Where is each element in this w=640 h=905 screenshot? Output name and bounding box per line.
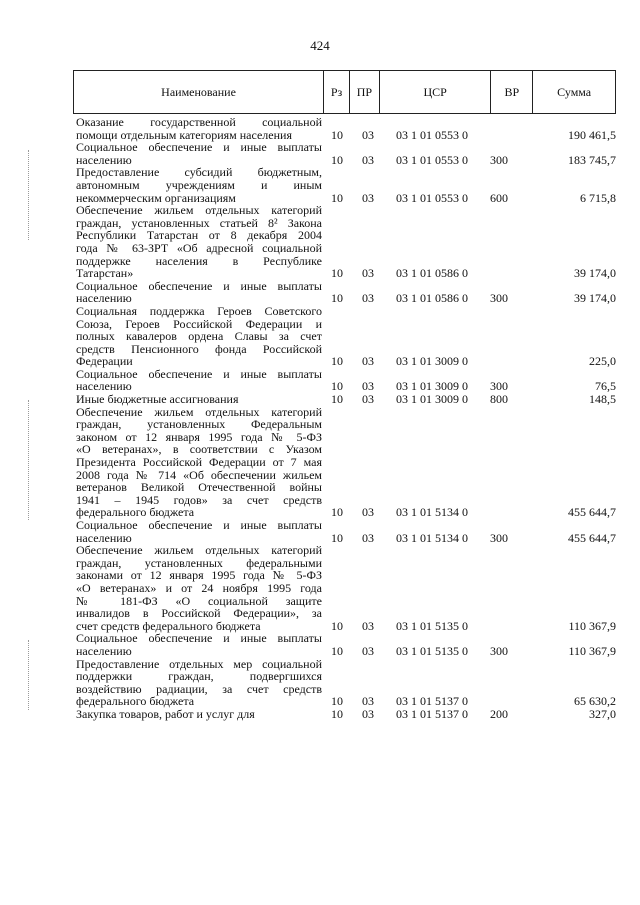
row-sum: 225,0: [589, 354, 616, 369]
table-row: [76, 519, 616, 544]
row-csr: 03 1 01 3009 0: [396, 379, 468, 394]
row-rz: 10: [331, 291, 343, 306]
row-name-line: Федерации: [76, 354, 133, 369]
table-body: [76, 116, 616, 721]
row-name: [76, 406, 322, 519]
row-pr: 03: [362, 127, 374, 142]
table-row: [76, 305, 616, 368]
row-name-line: ветеранов Великой Отечественной войны: [76, 480, 322, 495]
table-row: [76, 280, 616, 305]
row-pr: 03: [362, 505, 374, 520]
row-name: [76, 141, 322, 166]
row-csr: 03 1 01 5135 0: [396, 618, 468, 633]
row-sum: 76,5: [595, 379, 616, 394]
margin-dotted-line-middle: [28, 400, 30, 520]
row-name-line: «О ветеранах», в соответствии с Указом: [76, 442, 322, 457]
table-row: [76, 141, 616, 166]
row-name-line: Социальное обеспечение и иные выплаты: [76, 278, 322, 293]
row-name-line: года № 63-ЗРТ «Об адресной социальной: [76, 240, 322, 255]
table-row: [76, 166, 616, 204]
row-name-line: воздействию радиации, за счет средств: [76, 681, 322, 696]
row-name: [76, 166, 322, 204]
header-rz: Рз: [324, 71, 350, 113]
row-sum: 39 174,0: [574, 266, 616, 281]
row-name: [76, 708, 322, 721]
row-name-line: автономным учреждениям и иным: [76, 177, 322, 192]
row-pr: 03: [362, 354, 374, 369]
row-name-line: населению: [76, 291, 132, 306]
row-rz: 10: [331, 643, 343, 658]
row-sum: 39 174,0: [574, 291, 616, 306]
row-sum: 190 461,5: [568, 127, 616, 142]
header-pr: ПР: [350, 71, 380, 113]
row-pr: 03: [362, 291, 374, 306]
row-rz: 10: [331, 379, 343, 394]
row-name-line: Закупка товаров, работ и услуг для: [76, 706, 255, 721]
row-vr: 300: [490, 643, 508, 658]
table-header: [73, 70, 616, 114]
table-row: [76, 368, 616, 393]
row-sum: 148,5: [589, 392, 616, 407]
row-name-line: федерального бюджета: [76, 694, 195, 709]
row-pr: 03: [362, 266, 374, 281]
row-name-line: «О ветеранах» и от 24 ноября 1995 года: [76, 580, 322, 595]
table-row: [76, 204, 616, 280]
row-pr: 03: [362, 190, 374, 205]
margin-dotted-line-upper: [28, 150, 30, 240]
row-csr: 03 1 01 3009 0: [396, 392, 468, 407]
row-name-line: средств Пенсионного фонда Российской: [76, 341, 322, 356]
row-vr: 800: [490, 392, 508, 407]
row-name-line: населению: [76, 530, 132, 545]
row-name-line: населению: [76, 643, 132, 658]
row-name-line: поддержки граждан, подвергшихся: [76, 669, 322, 684]
row-csr: 03 1 01 5135 0: [396, 643, 468, 658]
table-row: [76, 632, 616, 657]
row-name-line: № 181-ФЗ «О социальной защите: [76, 593, 322, 608]
header-csr: ЦСР: [380, 71, 492, 113]
row-name-line: Обеспечение жильем отдельных категорий: [76, 543, 322, 558]
row-pr: 03: [362, 643, 374, 658]
row-name: [76, 305, 322, 368]
row-name-line: Обеспечение жильем отдельных категорий: [76, 404, 322, 419]
table-row: [76, 116, 616, 141]
row-name-line: законом от 12 января 1995 года № 5-ФЗ: [76, 429, 322, 444]
row-csr: 03 1 01 0586 0: [396, 291, 468, 306]
row-name-line: Социальная поддержка Героев Советского: [76, 303, 322, 318]
row-pr: 03: [362, 379, 374, 394]
row-name-line: Оказание государственной социальной: [76, 115, 322, 129]
row-name: [76, 280, 322, 305]
row-vr: 300: [490, 530, 508, 545]
row-vr: 300: [490, 152, 508, 167]
row-name-line: граждан, установленных федеральными: [76, 555, 322, 570]
row-rz: 10: [331, 530, 343, 545]
row-sum: 455 644,7: [568, 530, 616, 545]
row-csr: 03 1 01 3009 0: [396, 354, 468, 369]
row-rz: 10: [331, 706, 343, 721]
table-row: [76, 544, 616, 632]
row-name: [76, 116, 322, 141]
table-row: [76, 406, 616, 519]
row-rz: 10: [331, 505, 343, 520]
row-pr: 03: [362, 706, 374, 721]
row-pr: 03: [362, 694, 374, 709]
row-name-line: Обеспечение жильем отдельных категорий: [76, 203, 322, 218]
row-name: [76, 368, 322, 393]
row-rz: 10: [331, 694, 343, 709]
header-name: Наименование: [74, 71, 324, 113]
row-rz: 10: [331, 392, 343, 407]
row-rz: 10: [331, 266, 343, 281]
row-name-line: населению: [76, 152, 132, 167]
row-name-line: Татарстан»: [76, 266, 134, 281]
row-name-line: законами от 12 января 1995 года № 5-ФЗ: [76, 568, 322, 583]
row-rz: 10: [331, 190, 343, 205]
table-row: [76, 708, 616, 721]
row-name-line: инвалидов в Российской Федерации», за: [76, 606, 322, 621]
row-name-line: Предоставление отдельных мер социальной: [76, 656, 322, 671]
row-name-line: Социальное обеспечение и иные выплаты: [76, 518, 322, 532]
row-name-line: Предоставление субсидий бюджетным,: [76, 165, 322, 180]
row-name-line: Президента Российской Федерации от 7 мая: [76, 455, 322, 470]
header-sum: Сумма: [557, 84, 592, 99]
row-csr: 03 1 01 0553 0: [396, 127, 468, 142]
row-name-line: счет средств федерального бюджета: [76, 618, 261, 633]
row-name-line: населению: [76, 379, 132, 394]
row-pr: 03: [362, 152, 374, 167]
row-sum: 65 630,2: [574, 694, 616, 709]
row-csr: 03 1 01 5137 0: [396, 706, 468, 721]
row-name-line: Социальное обеспечение и иные выплаты: [76, 140, 322, 155]
row-name: [76, 519, 322, 544]
table-row: [76, 658, 616, 708]
row-rz: 10: [331, 152, 343, 167]
row-name-line: Республики Татарстан от 8 декабря 2004: [76, 228, 322, 243]
header-vr: ВР: [491, 71, 533, 113]
row-csr: 03 1 01 0553 0: [396, 190, 468, 205]
row-name-line: граждан, установленных Федеральным: [76, 417, 322, 432]
row-csr: 03 1 01 0553 0: [396, 152, 468, 167]
row-name: [76, 393, 322, 406]
row-vr: 600: [490, 190, 508, 205]
row-rz: 10: [331, 354, 343, 369]
row-name-line: 2008 года № 714 «Об обеспечении жильем: [76, 467, 322, 482]
row-name-line: 1941 – 1945 годов» за счет средств: [76, 492, 322, 507]
row-name-line: Иные бюджетные ассигнования: [76, 392, 239, 407]
row-vr: 300: [490, 379, 508, 394]
row-name: [76, 204, 322, 280]
row-vr: 200: [490, 706, 508, 721]
row-csr: 03 1 01 5134 0: [396, 530, 468, 545]
page-number: 424: [310, 38, 330, 53]
row-vr: 300: [490, 291, 508, 306]
row-sum: 327,0: [589, 706, 616, 721]
row-name-line: полных кавалеров ордена Славы за счет: [76, 329, 322, 344]
row-name-line: федерального бюджета: [76, 505, 195, 520]
row-pr: 03: [362, 392, 374, 407]
row-name-line: Союза, Героев Российской Федерации и: [76, 316, 322, 331]
margin-dotted-line-lower: [28, 640, 30, 710]
row-name-line: помощи отдельным категориям населения: [76, 127, 292, 142]
row-pr: 03: [362, 530, 374, 545]
row-csr: 03 1 01 5137 0: [396, 694, 468, 709]
table-row: [76, 393, 616, 406]
row-name: [76, 658, 322, 708]
row-rz: 10: [331, 618, 343, 633]
row-sum: 6 715,8: [580, 190, 616, 205]
row-csr: 03 1 01 0586 0: [396, 266, 468, 281]
row-sum: 183 745,7: [568, 152, 616, 167]
row-rz: 10: [331, 127, 343, 142]
row-sum: 110 367,9: [568, 643, 616, 658]
row-name: [76, 632, 322, 657]
row-name: [76, 544, 322, 632]
row-name-line: Социальное обеспечение и иные выплаты: [76, 366, 322, 381]
row-pr: 03: [362, 618, 374, 633]
row-name-line: Социальное обеспечение и иные выплаты: [76, 631, 322, 646]
row-sum: 455 644,7: [568, 505, 616, 520]
row-csr: 03 1 01 5134 0: [396, 505, 468, 520]
row-sum: 110 367,9: [568, 618, 616, 633]
row-name-line: поддержке населения в Республике: [76, 253, 322, 268]
row-name-line: граждан, установленных статьей 8² Закона: [76, 215, 322, 230]
row-name-line: некоммерческим организациям: [76, 190, 236, 205]
